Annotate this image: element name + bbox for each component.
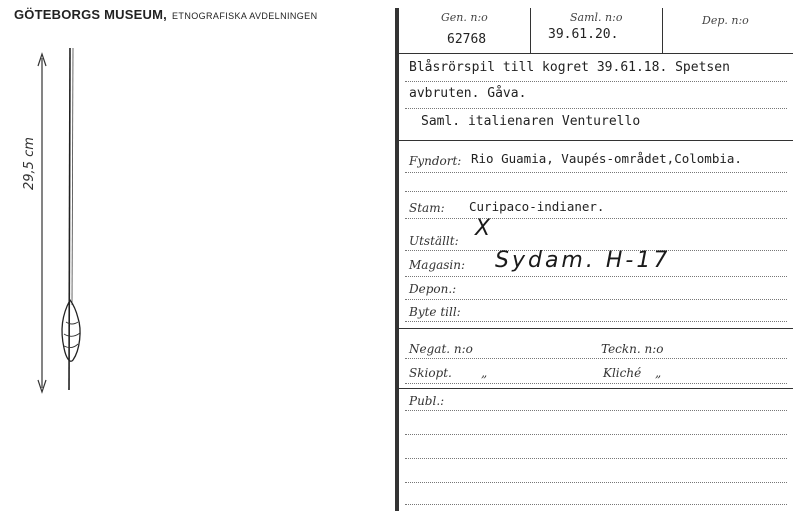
catalog-card [399, 8, 793, 508]
dep-number-cell [664, 8, 793, 53]
gen-number-label: Gen. n:o [441, 11, 488, 24]
description-line-1: Blåsrörspil till kogret 39.61.18. Spetsen [409, 60, 730, 75]
utstallt-label: Utställt: [409, 234, 459, 248]
rule-line [405, 482, 787, 483]
gen-number-cell [399, 8, 531, 53]
rule-line [405, 191, 787, 192]
museum-name: GÖTEBORGS MUSEUM, [14, 7, 167, 22]
negat-label: Negat. n:o [409, 342, 473, 356]
rule-line [405, 458, 787, 459]
rule-line [405, 383, 787, 384]
rule-line [405, 321, 787, 322]
dart-cotton-wad [62, 300, 80, 361]
skiopt-ditto: „ [481, 366, 488, 380]
department-name: ETNOGRAFISKA AVDELNINGEN [172, 11, 318, 21]
rule-line [405, 276, 787, 277]
storage-divider [399, 328, 793, 329]
rule-line [405, 218, 787, 219]
skiopt-label: Skiopt. [409, 366, 452, 380]
dart-sketch [0, 30, 130, 410]
museum-header [14, 4, 317, 23]
fyndort-label: Fyndort: [409, 154, 462, 168]
dart-shaft-edge [72, 48, 73, 305]
photo-divider [399, 388, 793, 389]
rule-line [405, 81, 787, 82]
stam-value: Curipaco-indianer. [469, 199, 605, 214]
teckn-label: Teckn. n:o [601, 342, 664, 356]
depon-label: Depon.: [409, 282, 457, 296]
gen-number-value: 62768 [447, 32, 487, 47]
magasin-label: Magasin: [409, 258, 466, 272]
dep-number-label: Dep. n:o [702, 14, 749, 27]
rule-line [405, 358, 787, 359]
byte-till-label: Byte till: [409, 305, 461, 319]
saml-number-cell [532, 8, 663, 53]
dart-shaft [69, 48, 70, 390]
stam-label: Stam: [409, 201, 445, 215]
rule-line [405, 504, 787, 505]
kliche-ditto: „ [655, 366, 662, 380]
utstallt-value: X [475, 216, 494, 241]
description-divider [399, 140, 793, 141]
kliche-label: Kliché [603, 366, 642, 380]
fyndort-value: Rio Guamia, Vaupés-området,Colombia. [471, 151, 742, 166]
rule-line [405, 299, 787, 300]
saml-number-value: 39.61.20. [548, 27, 619, 42]
saml-number-label: Saml. n:o [570, 11, 623, 24]
description-line-3: Saml. italienaren Venturello [421, 114, 641, 129]
rule-line [405, 434, 787, 435]
rule-line [405, 172, 787, 173]
measurement-label: 29,5 cm [22, 137, 37, 190]
rule-line [405, 108, 787, 109]
publ-label: Publ.: [409, 394, 445, 408]
magasin-value: Sydam. H-17 [495, 248, 671, 273]
description-line-2: avbruten. Gåva. [409, 86, 527, 101]
top-cells-divider [399, 53, 793, 54]
rule-line [405, 410, 787, 411]
